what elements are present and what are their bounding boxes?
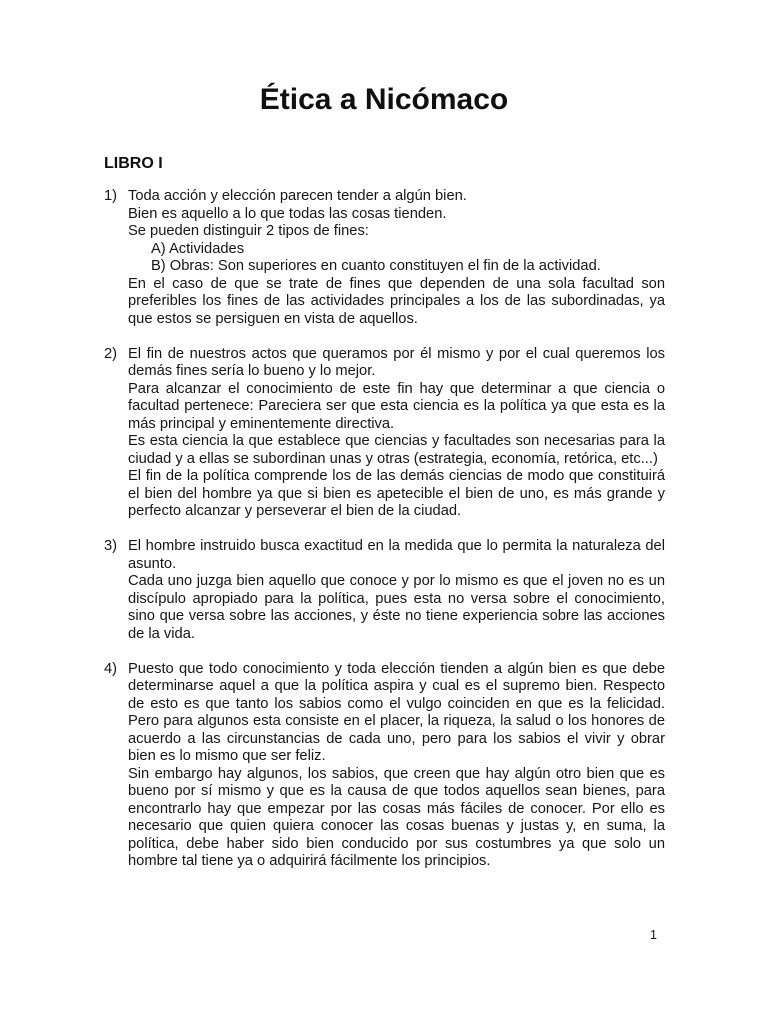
paragraph: Puesto que todo conocimiento y toda elección tienden a algún bien es que debe determinarse aquel a que la política aspira y cual es el supremo bien. Respecto de esto es que tanto los sabios como el vulgo coinciden en que es la felicidad. Pero para algunos esta consiste en el placer, la riqueza, la salud o los honores de acuerdo a las circunstancias de cada uno, pero para los sabios el vivir y obrar bien es lo mismo que ser feliz. bbox=[128, 660, 665, 764]
item-body bbox=[128, 188, 665, 328]
paragraph: Se pueden distinguir 2 tipos de fines: bbox=[128, 223, 369, 239]
sub-item: B) Obras: Son superiores en cuanto constituyen el fin de la actividad. bbox=[151, 258, 601, 274]
paragraph: Sin embargo hay algunos, los sabios, que creen que hay algún otro bien que es bueno por sí mismo y que es la causa de que todos aquellos sean bienes, para encontrarlo hay que empezar por las cosas más fáciles de conocer. Por ello es necesario que quien quiera conocer las cosas buenas y justas y, en suma, la política, debe haber sido bien conducido por sus costumbres ya que solo un hombre tal tiene ya o adquirirá fácilmente los principios. bbox=[128, 765, 665, 869]
item-body bbox=[128, 661, 665, 871]
item-body bbox=[128, 346, 665, 521]
list-item bbox=[104, 346, 665, 521]
item-number: 1) bbox=[104, 188, 118, 204]
paragraph: Cada uno juzga bien aquello que conoce y por lo mismo es que el joven no es un discípulo apropiado para la política, pues esta no versa sobre el conocimiento, sino que versa sobre las acciones, y éste no tiene experiencia sobre las acciones de la vida. bbox=[128, 573, 665, 642]
paragraph: Bien es aquello a lo que todas las cosas tienden. bbox=[128, 205, 447, 222]
paragraph: Es esta ciencia la que establece que ciencias y facultades son necesarias para la ciudad y a ellas se subordinan unas y otras (estrategia, economía, retórica, etc...) bbox=[128, 433, 665, 467]
numbered-list bbox=[104, 188, 665, 888]
document-title: Ética a Nicómaco bbox=[259, 83, 509, 116]
paragraph: El fin de nuestros actos que queramos por él mismo y por el cual queremos los demás fines sería lo bueno y lo mejor. bbox=[128, 345, 665, 379]
list-item bbox=[104, 188, 665, 328]
paragraph: En el caso de que se trate de fines que dependen de una sola facultad son preferibles los fines de las actividades principales a los de las subordinadas, ya que estos se persiguen en vista de aquellos. bbox=[128, 275, 665, 327]
paragraph: El hombre instruido busca exactitud en la medida que lo permita la naturaleza del asunto. bbox=[128, 538, 665, 572]
section-heading: LIBRO I bbox=[104, 155, 163, 172]
paragraph: El fin de la política comprende los de las demás ciencias de modo que constituirá el bien del hombre ya que si bien es apetecible el bien de uno, es más grande y perfecto alcanzar y perseverar el bien de la ciudad. bbox=[128, 468, 665, 519]
page-number: 1 bbox=[650, 928, 657, 942]
paragraph: Toda acción y elección parecen tender a algún bien. bbox=[128, 188, 467, 204]
list-item bbox=[104, 661, 665, 871]
item-number: 2) bbox=[104, 345, 118, 362]
item-body bbox=[128, 538, 665, 643]
item-number: 4) bbox=[104, 660, 118, 677]
list-item bbox=[104, 538, 665, 643]
sub-item: A) Actividades bbox=[151, 240, 245, 257]
paragraph: Para alcanzar el conocimiento de este fin hay que determinar a que ciencia o facultad pertenece: Pareciera ser que esta ciencia es la política ya que esta es la más principal y eminentemente directiva. bbox=[128, 380, 665, 432]
item-number: 3) bbox=[104, 538, 118, 554]
